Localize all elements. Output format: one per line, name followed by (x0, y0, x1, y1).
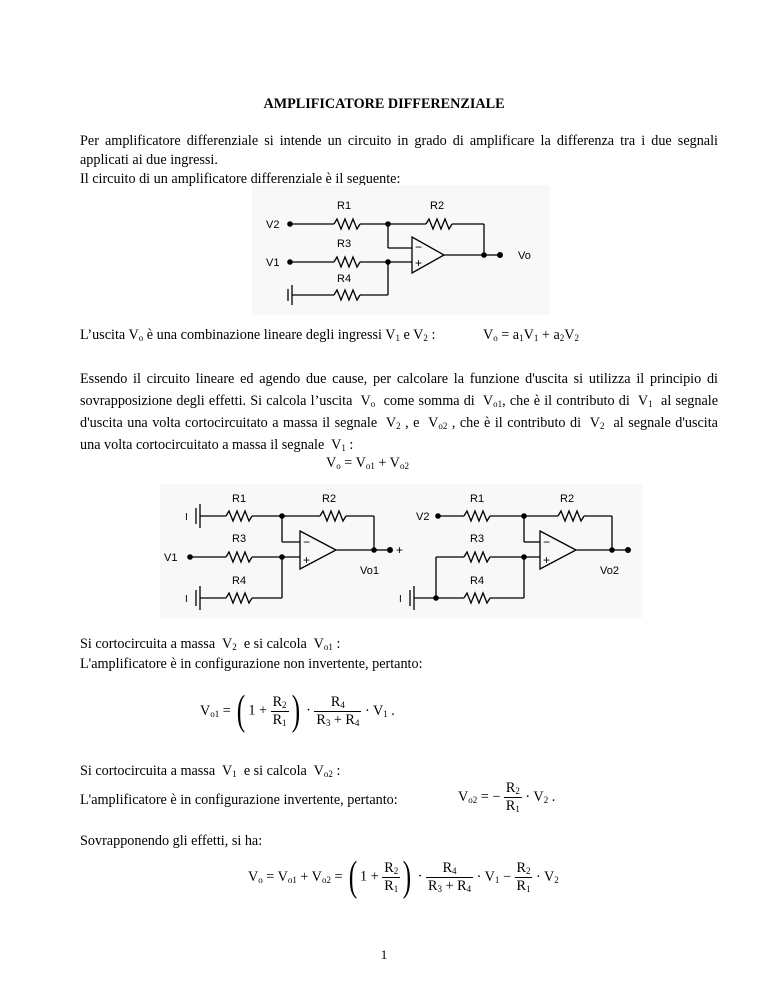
left-label-r3: R3 (232, 533, 247, 545)
left-label-r1: R1 (232, 493, 247, 505)
svg-text:−: − (303, 535, 311, 549)
step1-line2: L'amplificatore è in configurazione non invertente, pertanto: (80, 656, 423, 672)
label-plus: + (415, 256, 423, 270)
label-v1: V1 (266, 257, 280, 269)
right-label-out: Vo2 (600, 565, 619, 577)
label-r2: R2 (430, 200, 445, 212)
intro-line-2: Il circuito di un amplificatore differenziale è il seguente: (80, 171, 401, 188)
label-vo: Vo (518, 250, 531, 262)
right-label-v2: V2 (416, 511, 430, 523)
sum-equation: $V_o = V_{o1} + V_{o2}$ (326, 455, 409, 471)
step2-line1: Si cortocircuita a massa $V_1$ e si calcola $V_{o2}$ : (80, 763, 341, 779)
linear-combination-formula: $V_o = a_1V_1 + a_2V_2$ (482, 327, 579, 343)
intro-paragraph (80, 132, 718, 190)
left-label-r4: R4 (232, 575, 247, 587)
vo2-equation: $V_{o2}$ = − $\frac{R_2}{R_1}$ · $V_2$ . (458, 780, 556, 814)
label-r4: R4 (337, 273, 352, 285)
svg-text:−: − (543, 535, 551, 549)
label-minus: − (415, 240, 423, 254)
plus-sign: + (396, 543, 404, 557)
output-statement: L’uscita $V_o$ è una combinazione lineare degli ingressi $V_1$ e $V_2$ : $V_o = a_1V_1 + a_2V_2$ (80, 327, 579, 343)
left-label-out: Vo1 (360, 565, 379, 577)
left-label-v1: V1 (164, 552, 178, 564)
right-label-r4: R4 (470, 575, 485, 587)
label-r3: R3 (337, 238, 352, 250)
label-r1: R1 (337, 200, 352, 212)
svg-text:I: I (185, 512, 188, 523)
intro-line-1: Per amplificatore differenziale si intende un circuito in grado di amplificare la differenza tra i due segnali applicati ai due ingressi. (80, 133, 718, 169)
left-label-r2: R2 (322, 493, 337, 505)
right-label-r3: R3 (470, 533, 485, 545)
vo1-equation: $V_{o1}$ = ( 1 + $\frac{R_2}{R_1}$ ) · $\frac{R_4}{R_3 + R_4}$ · $V_1$ . (200, 688, 395, 734)
label-v2: V2 (266, 219, 280, 231)
step3-line1: Sovrapponendo gli effetti, si ha: (80, 833, 263, 849)
step2-line2: L'amplificatore è in configurazione invertente, pertanto: (80, 792, 398, 808)
svg-text:I: I (399, 594, 402, 605)
svg-text:I: I (185, 594, 188, 605)
right-label-r1: R1 (470, 493, 485, 505)
document-title: AMPLIFICATORE DIFFERENZIALE (263, 96, 505, 112)
svg-text:+: + (303, 553, 311, 567)
final-equation: $V_o = V_{o1} + V_{o2}$ = ( 1 + $\frac{R_2}{R_1}$ ) · $\frac{R_4}{R_3 + R_4}$ · $V_1$ − $\frac{R_2}{R_1}$ · $V_2$ (248, 854, 559, 900)
right-label-r2: R2 (560, 493, 575, 505)
step1-line1: Si cortocircuita a massa $V_2$ e si calcola $V_{o1}$ : (80, 636, 341, 652)
superposition-paragraph: Essendo il circuito lineare ed agendo due cause, per calcolare la funzione d'uscita si utilizza il principio di sovrapposizione degli effetti. Si calcola l’uscita $V_o$ come somma di $V_{o1}$, che è il contributo di $V_1$ al segnale d'uscita una volta cortocircuitato a massa il segnale $V_2$ , e $V_{o2}$ , che è il contributo di $V_2$ al segnale d'uscita una volta cortocircuitato a massa il segnale $V_1$ : (80, 371, 718, 453)
page-number: 1 (380, 947, 388, 962)
differential-amplifier-circuit (252, 185, 550, 315)
superposition-circuits (160, 484, 642, 618)
svg-text:+: + (543, 553, 551, 567)
